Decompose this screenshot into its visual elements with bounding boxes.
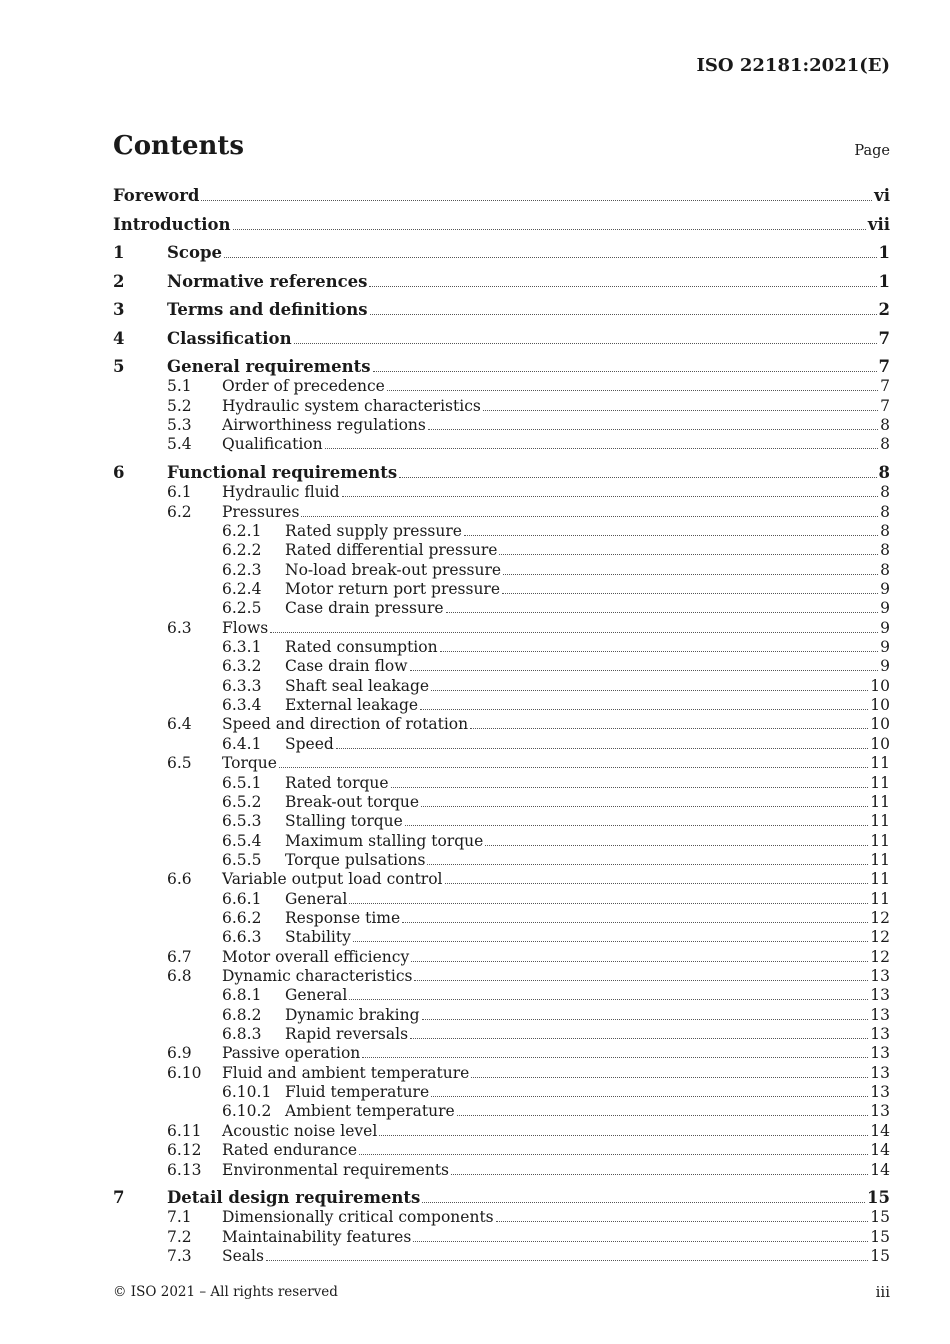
toc-entry-number: 3 <box>113 300 125 319</box>
dot-leader <box>411 961 868 962</box>
toc-entry-page: 10 <box>870 676 890 695</box>
toc-entry[interactable] <box>113 1004 890 1024</box>
toc-entry-page: 8 <box>880 416 890 435</box>
toc-entry[interactable] <box>113 185 890 205</box>
dot-leader <box>470 728 868 729</box>
toc-entry-title: General <box>285 986 348 1005</box>
toc-entry-number: 6.3.2 <box>222 657 262 676</box>
page-number: iii <box>875 1283 890 1301</box>
dot-leader <box>405 825 868 826</box>
dot-leader <box>373 371 877 372</box>
page-column-label: Page <box>854 143 890 159</box>
toc-entry-number: 6.10.1 <box>222 1083 272 1102</box>
toc-entry-page: 8 <box>878 462 890 482</box>
dot-leader <box>471 1077 868 1078</box>
toc-entry[interactable] <box>113 713 890 733</box>
page-title: Contents <box>113 131 245 161</box>
toc-entry[interactable] <box>113 1159 890 1179</box>
toc-entry-title: Rated torque <box>285 773 389 792</box>
toc-entry-page: 7 <box>878 357 890 376</box>
toc-entry[interactable] <box>113 559 890 579</box>
toc-entry-title: Rated endurance <box>222 1141 358 1160</box>
toc-entry[interactable] <box>113 1120 890 1140</box>
toc-entry-title: Ambient temperature <box>285 1102 455 1121</box>
toc-entry-title: Maintainability features <box>222 1227 412 1246</box>
toc-entry-title: Fluid and ambient temperature <box>222 1063 470 1082</box>
toc-entry-title: Break-out torque <box>285 792 420 811</box>
toc-entry[interactable] <box>113 810 890 830</box>
toc-entry-title: Functional requirements <box>167 462 398 482</box>
toc-entry[interactable] <box>113 501 890 521</box>
toc-entry-page: 12 <box>870 908 890 927</box>
toc-entry-number: 6.8 <box>167 967 192 985</box>
toc-entry[interactable] <box>113 597 890 617</box>
dot-leader <box>201 200 872 201</box>
toc-entry-title: Pressures <box>222 502 300 521</box>
toc-entry-page: 11 <box>870 831 890 850</box>
toc-entry[interactable] <box>113 655 890 675</box>
toc-entry[interactable] <box>113 299 890 319</box>
toc-entry-page: 11 <box>870 850 890 869</box>
dot-leader <box>402 922 868 923</box>
dot-leader <box>410 670 879 671</box>
dot-leader <box>342 496 879 497</box>
dot-leader <box>349 999 868 1000</box>
dot-leader <box>485 845 868 846</box>
toc-entry[interactable] <box>113 375 890 395</box>
dot-leader <box>440 651 879 652</box>
toc-entry[interactable] <box>113 328 890 348</box>
toc-entry-number: 6.8.2 <box>222 1005 262 1024</box>
toc-entry-number: 6.4.1 <box>222 734 262 753</box>
toc-entry[interactable] <box>113 578 890 598</box>
toc-entry-number: 6.3 <box>167 618 192 637</box>
toc-entry[interactable] <box>113 214 890 234</box>
dot-leader <box>451 1174 868 1175</box>
toc-entry-page: 7 <box>880 396 890 415</box>
toc-entry-page: 13 <box>870 1044 890 1063</box>
toc-entry-number: 6.5.4 <box>222 831 262 850</box>
dot-leader <box>503 574 878 575</box>
toc-entry-number: 6.5.1 <box>222 773 262 792</box>
toc-entry-title: Introduction <box>113 214 231 234</box>
toc-entry-number: 6.6.3 <box>222 928 262 947</box>
toc-entry-page: 11 <box>870 870 890 889</box>
toc-entry-page: 13 <box>870 967 890 985</box>
toc-entry-title: Shaft seal leakage <box>285 676 430 695</box>
toc-entry-number: 6.2.2 <box>222 541 262 560</box>
toc-entry-page: 7 <box>878 328 890 348</box>
toc-entry-title: General <box>285 889 348 908</box>
toc-entry-title: Hydraulic system characteristics <box>222 396 481 415</box>
toc-entry-page: 13 <box>870 1102 890 1121</box>
toc-entry-title: Airworthiness regulations <box>222 416 426 435</box>
dot-leader <box>422 1019 869 1020</box>
toc-entry-number: 6.6.2 <box>222 908 262 927</box>
dot-leader <box>387 390 878 391</box>
toc-entry[interactable] <box>113 733 890 753</box>
toc-entry[interactable] <box>113 395 890 415</box>
toc-entry-page: 13 <box>870 1063 890 1082</box>
toc-entry[interactable] <box>113 849 890 869</box>
toc-entry-page: 13 <box>870 1005 890 1024</box>
toc-entry-title: Dynamic braking <box>285 1005 420 1024</box>
dot-leader <box>457 1115 869 1116</box>
toc-entry[interactable] <box>113 675 890 695</box>
dot-leader <box>266 1260 868 1261</box>
toc-entry-title: Foreword <box>113 186 200 205</box>
toc-entry-page: 11 <box>870 889 890 908</box>
dot-leader <box>233 229 866 230</box>
toc-entry-title: Motor overall efficiency <box>222 947 410 966</box>
toc-entry-number: 4 <box>113 328 125 348</box>
dot-leader <box>446 612 879 613</box>
toc-entry-page: 9 <box>880 657 890 676</box>
dot-leader <box>420 709 868 710</box>
toc-entry-page: 10 <box>870 734 890 753</box>
toc-entry-page: 13 <box>870 1025 890 1044</box>
toc-entry-page: vii <box>867 214 890 234</box>
toc-entry-number: 6.8.3 <box>222 1025 262 1044</box>
toc-entry-title: Case drain flow <box>285 657 408 676</box>
copyright-notice: © ISO 2021 – All rights reserved <box>113 1284 338 1300</box>
toc-entry-number: 5.1 <box>167 377 192 396</box>
toc-entry-number: 6.13 <box>167 1160 202 1179</box>
document-identifier: ISO 22181:2021(E) <box>696 55 890 76</box>
toc-entry-number: 6.2.3 <box>222 560 262 579</box>
toc-entry-title: Motor return port pressure <box>285 580 501 598</box>
toc-entry-title: Response time <box>285 908 401 927</box>
toc-entry-title: Fluid temperature <box>285 1083 430 1102</box>
toc-entry-page: 11 <box>870 773 890 792</box>
dot-leader <box>301 516 878 517</box>
toc-entry-number: 6.2.1 <box>222 521 262 540</box>
dot-leader <box>399 477 876 478</box>
toc-entry-title: Scope <box>167 243 223 262</box>
toc-entry-title: Dynamic characteristics <box>222 967 413 985</box>
toc-entry-title: Torque pulsations <box>285 850 426 869</box>
toc-entry-title: Classification <box>167 328 292 348</box>
dot-leader <box>445 883 869 884</box>
toc-entry-title: Rapid reversals <box>285 1025 409 1044</box>
toc-entry[interactable] <box>113 1226 890 1246</box>
toc-entry-title: Stability <box>285 928 351 947</box>
toc-entry-page: 9 <box>880 599 890 618</box>
dot-leader <box>294 343 877 344</box>
dot-leader <box>428 429 878 430</box>
toc-entry[interactable] <box>113 965 890 985</box>
toc-entry[interactable] <box>113 433 890 453</box>
toc-entry-page: 8 <box>880 502 890 521</box>
dot-leader <box>422 1202 865 1203</box>
toc-entry-title: Seals <box>222 1247 264 1266</box>
dot-leader <box>499 554 878 555</box>
toc-entry-number: 6.3.1 <box>222 638 262 657</box>
toc-entry-page: 14 <box>870 1121 890 1140</box>
toc-entry-page: 15 <box>870 1208 890 1227</box>
toc-entry[interactable] <box>113 1081 890 1101</box>
toc-entry[interactable] <box>113 636 890 656</box>
toc-entry-title: Speed and direction of rotation <box>222 715 469 734</box>
toc-entry-title: Case drain pressure <box>285 599 444 618</box>
toc-entry-page: 12 <box>870 947 890 966</box>
dot-leader <box>353 941 868 942</box>
toc-entry-title: Terms and definitions <box>167 300 368 319</box>
toc-entry-page: 8 <box>880 521 890 540</box>
toc-entry-number: 6.5.3 <box>222 812 262 831</box>
dot-leader <box>224 257 877 258</box>
toc-entry-number: 7 <box>113 1188 125 1207</box>
dot-leader <box>336 748 868 749</box>
toc-entry-number: 6.3.3 <box>222 676 262 695</box>
dot-leader <box>369 286 876 287</box>
toc-entry-page: 10 <box>870 696 890 715</box>
toc-entry[interactable] <box>113 1062 890 1082</box>
toc-entry-page: 12 <box>870 928 890 947</box>
dot-leader <box>370 314 877 315</box>
toc-entry-title: Speed <box>285 734 334 753</box>
toc-entry-title: Qualification <box>222 435 323 454</box>
toc-entry-page: 10 <box>870 715 890 734</box>
toc-entry-number: 6.2 <box>167 502 192 521</box>
toc-entry-number: 2 <box>113 271 125 291</box>
toc-entry[interactable] <box>113 242 890 262</box>
toc-entry[interactable] <box>113 462 890 482</box>
toc-entry-number: 6.5 <box>167 754 192 773</box>
dot-leader <box>483 410 878 411</box>
toc-entry-page: 9 <box>880 638 890 657</box>
dot-leader <box>414 980 868 981</box>
toc-entry-number: 6.12 <box>167 1141 202 1160</box>
toc-entry-number: 6.10.2 <box>222 1102 272 1121</box>
toc-entry-title: Acoustic noise level <box>222 1121 378 1140</box>
toc-entry-page: 15 <box>870 1247 890 1266</box>
toc-entry-title: External leakage <box>285 696 419 715</box>
toc-entry-number: 6.2.5 <box>222 599 262 618</box>
dot-leader <box>427 864 868 865</box>
dot-leader <box>421 806 868 807</box>
dot-leader <box>502 593 878 594</box>
toc-entry[interactable] <box>113 414 890 434</box>
toc-entry[interactable] <box>113 694 890 714</box>
toc-entry[interactable] <box>113 271 890 291</box>
dot-leader <box>270 632 878 633</box>
toc-entry[interactable] <box>113 1023 890 1043</box>
toc-entry-number: 6.1 <box>167 483 192 502</box>
dot-leader <box>431 690 868 691</box>
toc-entry-page: 1 <box>878 271 890 291</box>
toc-entry-number: 7.1 <box>167 1208 192 1227</box>
toc-entry-title: Rated supply pressure <box>285 521 462 540</box>
toc-entry-page: 8 <box>880 483 890 502</box>
dot-leader <box>325 448 879 449</box>
toc-entry-number: 6.8.1 <box>222 986 262 1005</box>
toc-entry[interactable] <box>113 1206 890 1226</box>
toc-entry-page: vi <box>874 186 890 205</box>
toc-entry-title: Dimensionally critical components <box>222 1208 494 1227</box>
toc-entry-title: Passive operation <box>222 1044 361 1063</box>
toc-entry-number: 6.6.1 <box>222 889 262 908</box>
toc-entry-page: 11 <box>870 792 890 811</box>
toc-entry-number: 6.5.5 <box>222 850 262 869</box>
toc-entry-page: 9 <box>880 580 890 598</box>
toc-entry-title: Rated consumption <box>285 638 438 657</box>
dot-leader <box>391 787 869 788</box>
toc-entry-page: 11 <box>870 754 890 773</box>
toc-entry-page: 9 <box>880 618 890 637</box>
toc-entry-page: 1 <box>878 243 890 262</box>
toc-entry[interactable] <box>113 791 890 811</box>
toc-entry-title: Detail design requirements <box>167 1188 421 1207</box>
toc-entry[interactable] <box>113 1245 890 1265</box>
toc-entry-page: 13 <box>870 986 890 1005</box>
toc-entry-number: 6.9 <box>167 1044 192 1063</box>
toc-entry-number: 6.4 <box>167 715 192 734</box>
toc-entry-number: 6.11 <box>167 1121 202 1140</box>
toc-entry-title: Rated differential pressure <box>285 541 498 560</box>
toc-entry-title: Order of precedence <box>222 377 385 396</box>
toc-entry-page: 15 <box>867 1188 890 1207</box>
toc-entry-number: 6 <box>113 462 125 482</box>
toc-entry-page: 13 <box>870 1083 890 1102</box>
dot-leader <box>496 1221 869 1222</box>
toc-entry[interactable] <box>113 830 890 850</box>
toc-entry-page: 8 <box>880 541 890 560</box>
dot-leader <box>431 1096 868 1097</box>
toc-entry-number: 6.6 <box>167 870 192 889</box>
toc-entry-title: Maximum stalling torque <box>285 831 484 850</box>
toc-entry-number: 7.3 <box>167 1247 192 1266</box>
toc-entry-page: 15 <box>870 1227 890 1246</box>
toc-entry[interactable] <box>113 868 890 888</box>
toc-entry[interactable] <box>113 539 890 559</box>
toc-entry-number: 6.3.4 <box>222 696 262 715</box>
toc-entry-number: 5 <box>113 357 125 376</box>
toc-entry-title: Flows <box>222 618 269 637</box>
toc-entry-number: 5.4 <box>167 435 192 454</box>
dot-leader <box>362 1057 868 1058</box>
toc-entry[interactable] <box>113 888 890 908</box>
toc-entry-page: 8 <box>880 435 890 454</box>
toc-entry-title: Normative references <box>167 271 368 291</box>
toc-entry-title: Stalling torque <box>285 812 403 831</box>
toc-entry-page: 14 <box>870 1160 890 1179</box>
toc-entry[interactable] <box>113 907 890 927</box>
toc-entry-title: Torque <box>222 754 277 773</box>
toc-entry-number: 7.2 <box>167 1227 192 1246</box>
toc-entry-number: 5.2 <box>167 396 192 415</box>
toc-entry[interactable] <box>113 520 890 540</box>
toc-entry-page: 7 <box>880 377 890 396</box>
toc-entry-page: 14 <box>870 1141 890 1160</box>
toc-entry[interactable] <box>113 772 890 792</box>
dot-leader <box>279 767 868 768</box>
toc-entry-title: Environmental requirements <box>222 1160 450 1179</box>
toc-entry-page: 8 <box>880 560 890 579</box>
toc-entry-number: 6.2.4 <box>222 580 262 598</box>
toc-entry-number: 6.10 <box>167 1063 202 1082</box>
toc-entry[interactable] <box>113 984 890 1004</box>
toc-entry-title: Variable output load control <box>222 870 443 889</box>
toc-entry-number: 5.3 <box>167 416 192 435</box>
dot-leader <box>359 1154 868 1155</box>
dot-leader <box>413 1241 868 1242</box>
dot-leader <box>410 1038 868 1039</box>
toc-entry[interactable] <box>113 617 890 637</box>
toc-entry[interactable] <box>113 1139 890 1159</box>
toc-entry-number: 1 <box>113 243 125 262</box>
toc-entry[interactable] <box>113 356 890 376</box>
toc-entry[interactable] <box>113 946 890 966</box>
toc-entry-title: Hydraulic fluid <box>222 483 340 502</box>
toc-entry-number: 6.5.2 <box>222 792 262 811</box>
toc-entry[interactable] <box>113 481 890 501</box>
dot-leader <box>379 1135 868 1136</box>
toc-entry[interactable] <box>113 752 890 772</box>
dot-leader <box>349 903 868 904</box>
toc-entry-number: 6.7 <box>167 947 192 966</box>
toc-entry-page: 2 <box>878 300 890 319</box>
dot-leader <box>464 535 878 536</box>
toc-entry[interactable] <box>113 1100 890 1120</box>
toc-entry-title: General requirements <box>167 357 371 376</box>
toc-entry[interactable] <box>113 926 890 946</box>
toc-entry-page: 11 <box>870 812 890 831</box>
toc-entry-title: No-load break-out pressure <box>285 560 502 579</box>
toc-entry[interactable] <box>113 1187 890 1207</box>
toc-entry[interactable] <box>113 1042 890 1062</box>
